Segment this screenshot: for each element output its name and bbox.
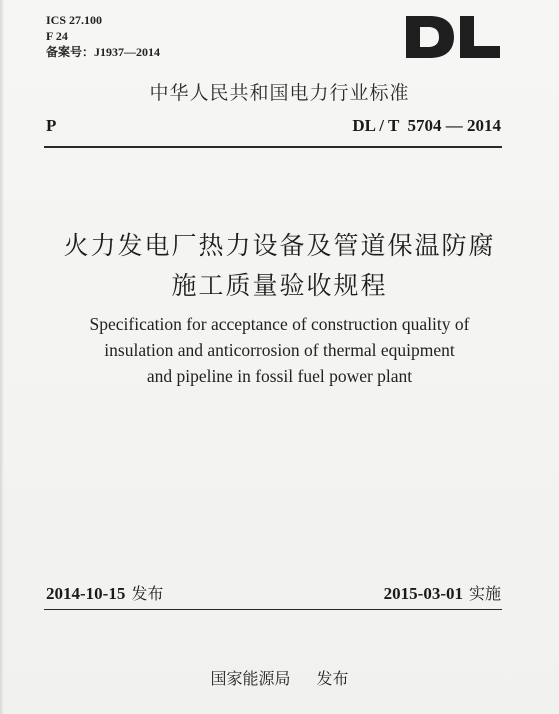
ccs-code: F 24: [46, 29, 68, 43]
category-code: P: [46, 116, 57, 135]
issue-date: 2014-10-15: [46, 584, 126, 603]
publisher-name: 国家能源局: [210, 669, 291, 688]
implement-date-block: [384, 581, 501, 604]
filing-number: 备案号：J1937—2014: [46, 45, 161, 59]
issue-date-block: [46, 581, 163, 604]
standard-number: DL / T 5704 — 2014: [352, 116, 501, 135]
title-en-line-3: and pipeline in fossil fuel power plant: [146, 366, 413, 386]
title-cn-line-2: 施工质量验收规程: [171, 271, 388, 300]
title-cn-line-1: 火力发电厂热力设备及管道保温防腐: [63, 231, 496, 260]
classification-block: [46, 12, 160, 60]
industry-standard-title: 中华人民共和国电力行业标准: [149, 82, 410, 104]
implement-date: 2015-03-01: [383, 584, 463, 603]
title-en-line-1: Specification for acceptance of construction quality of: [89, 314, 470, 334]
implement-label: 实施: [468, 584, 501, 603]
publisher-line: [0, 666, 559, 689]
title-en-line-2: insulation and anticorrosion of thermal equipment: [104, 340, 455, 360]
ics-code: ICS 27.100: [46, 13, 103, 27]
dl-logo: [404, 14, 502, 60]
top-rule: [44, 146, 502, 148]
bottom-rule: [44, 609, 502, 610]
issue-label: 发布: [131, 584, 164, 603]
publisher-action: 发布: [316, 669, 349, 688]
